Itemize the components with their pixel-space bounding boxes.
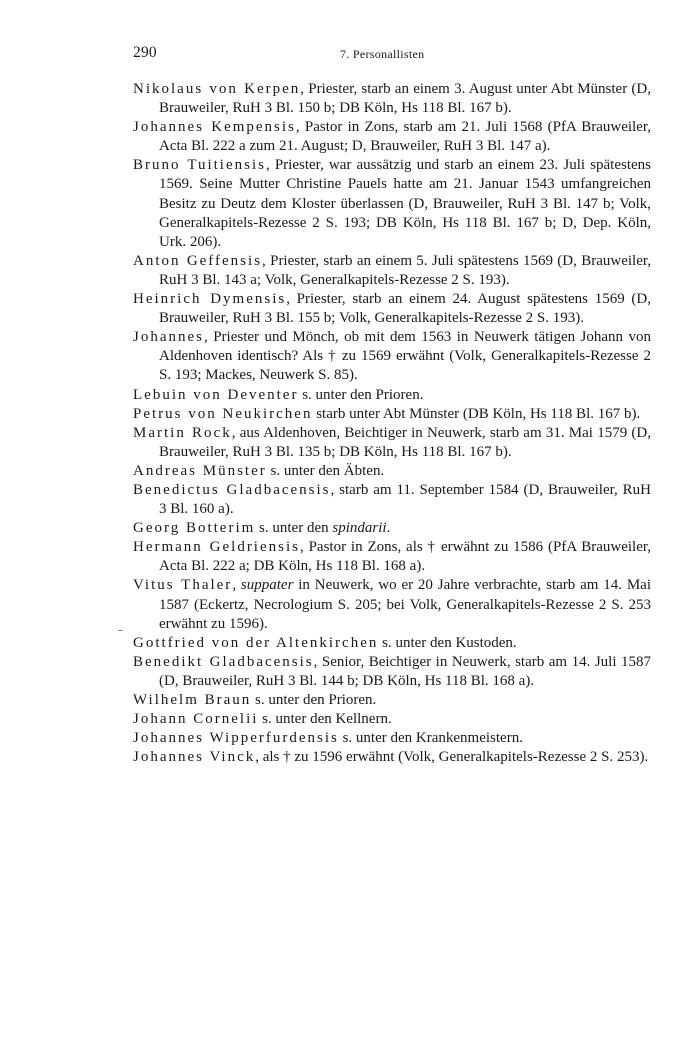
running-head: 7. Personallisten (340, 47, 425, 61)
entry-name: Bruno Tuitiensis (133, 157, 266, 174)
entry-name: Wilhelm Braun (133, 692, 252, 708)
entry-name: Johannes Wipperfurdensis (133, 730, 339, 747)
entry-name: Georg Botterim (133, 520, 256, 537)
entry-name: Petrus von Neukirchen (133, 405, 313, 422)
entry-name: Andreas Münster (133, 462, 267, 479)
margin-mark (118, 630, 123, 631)
list-entry (133, 118, 651, 156)
entry-text: s. unter den Äbten. (266, 462, 385, 479)
list-entry (133, 462, 651, 481)
entry-italic-term: suppater (240, 577, 294, 594)
entry-name: Heinrich Dymensis (133, 291, 287, 308)
list-entry (133, 252, 651, 290)
list-entry (133, 691, 651, 710)
entry-text: , Priester, starb an einem 5. Juli spätestens 1569 (D, Brauweiler, RuH 3 Bl. 143 a; Volk, Generalkapitels-Rezesse 2 S. 193). (159, 252, 651, 288)
page-number: 290 (133, 44, 157, 61)
entry-text: , als † zu 1596 erwähnt (Volk, Generalkapitels-Rezesse 2 S. 253). (255, 749, 649, 766)
list-entry (133, 729, 651, 748)
entry-text: , Pastor in Zons, starb am 21. Juli 1568 (PfA Brauweiler, Acta Bl. 222 a zum 21. August; D, Brauweiler, RuH 3 Bl. 147 a). (159, 119, 651, 155)
entry-text: s. unter den Prioren. (298, 386, 424, 403)
entry-name: Lebuin von Deventer (133, 386, 299, 403)
entry-name: Benedikt Gladbacensis (133, 653, 314, 670)
entry-name: Anton Geffensis (133, 252, 263, 269)
list-entry (133, 386, 651, 405)
entry-name: Gottfried von der Altenkirchen (133, 634, 379, 651)
entry-text: s. unter den Prioren. (251, 692, 377, 708)
entry-name: Johannes Vinck (133, 749, 256, 766)
list-entry (133, 156, 651, 251)
entry-text-after: . (386, 520, 391, 537)
entry-text-after: in Neuwerk, wo er 20 Jahre verbrachte, starb am 14. Mai 1587 (Eckertz, Necrologium S. 205; bei Volk, Generalkapitels-Rezesse 2 S. 253 erwähnt zu 1596). (159, 577, 652, 632)
entry-italic-term: spindarii (332, 520, 387, 537)
list-entry (133, 576, 651, 633)
entry-name: Johannes Kempensis (133, 119, 296, 136)
entry-text: starb unter Abt Münster (DB Köln, Hs 118 Bl. 167 b). (312, 405, 641, 422)
list-entry (133, 653, 651, 691)
entry-text: , (232, 577, 241, 594)
entry-name: Nikolaus von Kerpen (133, 81, 301, 97)
entry-text: s. unter den (255, 520, 333, 537)
entry-name: Martin Rock (133, 424, 232, 441)
entry-text: s. unter den Kustoden. (378, 634, 517, 651)
list-entry (133, 481, 651, 519)
entry-text: , starb am 11. September 1584 (D, Brauweiler, RuH 3 Bl. 160 a). (159, 481, 651, 518)
personnel-list (133, 80, 651, 767)
list-entry (133, 424, 651, 462)
entry-text: , Pastor in Zons, als † erwähnt zu 1586 (PfA Brauweiler, Acta Bl. 222 a; DB Köln, Hs 118 Bl. 168 a). (159, 539, 651, 575)
entry-text: , Priester, war aussätzig und starb an einem 23. Juli spätestens 1569. Seine Mutter Christine Pauels hatte am 21. Januar 1543 umfangreichen Besitz zu Deutz dem Kloster überlassen (D, Brauweiler, RuH 3 Bl. 147 b; Volk, Generalkapitels-Rezesse 2 S. 193; DB Köln, Hs 118 Bl. 167 b; D, Dep. Köln, Urk. 206). (159, 157, 651, 250)
list-entry (133, 405, 651, 424)
entry-text: , Priester, starb an einem 3. August unter Abt Münster (D, Brauweiler, RuH 3 Bl. 150 b; DB Köln, Hs 118 Bl. 167 b). (159, 81, 652, 117)
list-entry (133, 748, 651, 767)
list-entry (133, 710, 651, 729)
list-entry (133, 538, 651, 576)
entry-text: , Senior, Beichtiger in Neuwerk, starb am 14. Juli 1587 (D, Brauweiler, RuH 3 Bl. 144 b; DB Köln, Hs 118 Bl. 168 a). (159, 653, 651, 689)
entry-name: Hermann Geldriensis (133, 539, 300, 556)
list-entry (133, 519, 651, 538)
entry-text: s. unter den Krankenmeistern. (338, 730, 523, 747)
list-entry (133, 290, 651, 328)
list-entry (133, 80, 651, 118)
list-entry (133, 328, 651, 385)
entry-text: , aus Aldenhoven, Beichtiger in Neuwerk, starb am 31. Mai 1579 (D, Brauweiler, RuH 3 Bl. 135 b; DB Köln, Hs 118 Bl. 167 b). (159, 424, 651, 460)
entry-name: Johann Cornelii (133, 711, 259, 728)
entry-text: , Priester, starb an einem 24. August spätestens 1569 (D, Brauweiler, RuH 3 Bl. 155 b; Volk, Generalkapitels-Rezesse 2 S. 193). (159, 291, 652, 327)
list-entry (133, 634, 651, 653)
entry-name: Benedictus Gladbacensis (133, 481, 331, 498)
entry-text: , Priester und Mönch, ob mit dem 1563 in Neuwerk tätigen Johann von Aldenhoven identisch? Als † zu 1569 erwähnt (Volk, Generalkapitels-Rezesse 2 S. 193; Mackes, Neuwerk S. 85). (159, 329, 651, 384)
entry-name: Johannes (133, 329, 204, 346)
entry-name: Vitus Thaler (133, 577, 233, 594)
entry-text: s. unter den Kellnern. (258, 711, 392, 728)
